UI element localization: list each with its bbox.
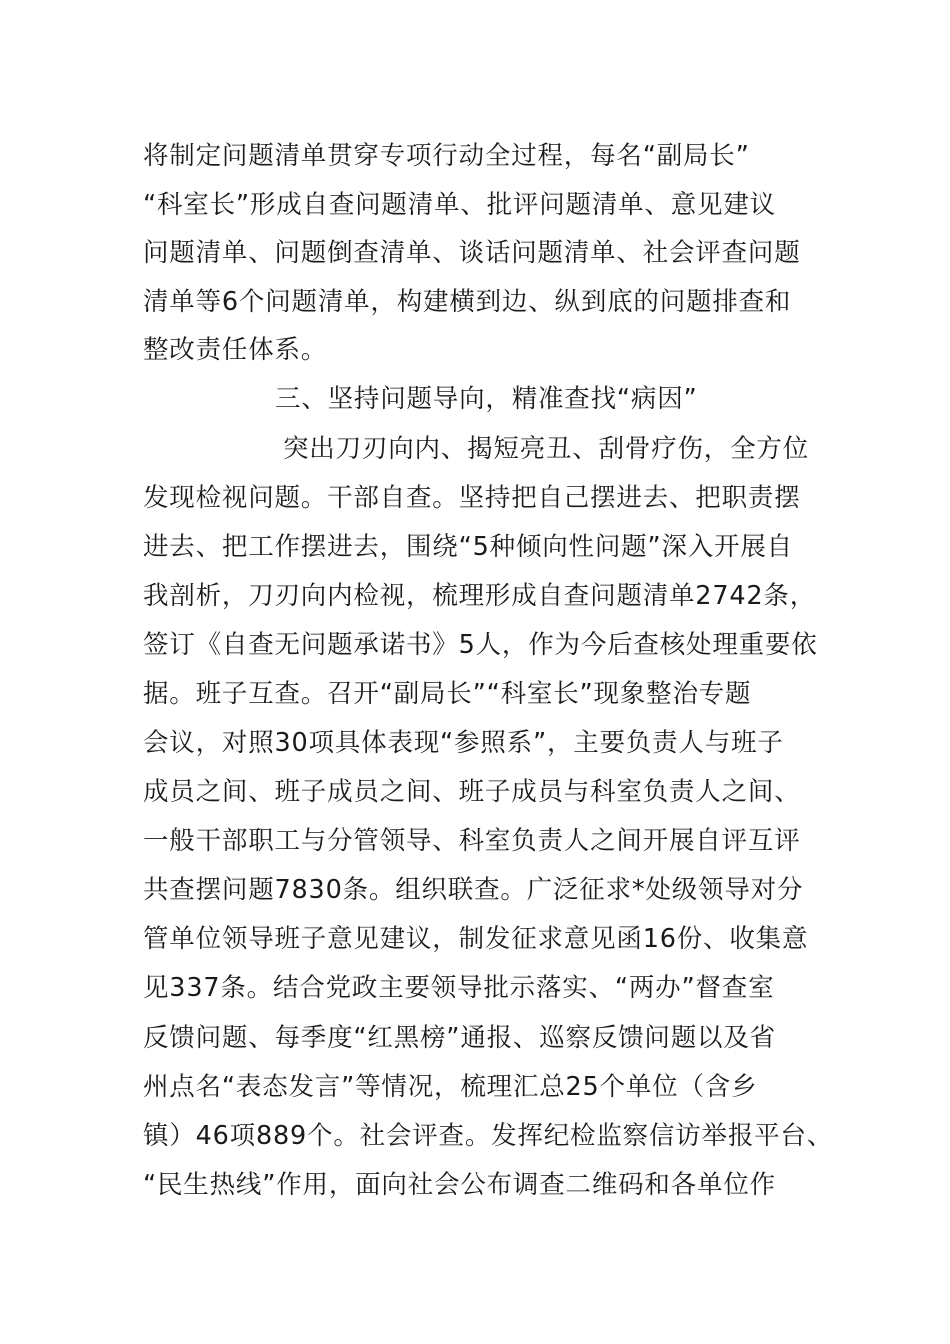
text-line: 据。班子互查。召开“副局长”“科室长”现象整治专题 bbox=[143, 679, 752, 709]
text-line: 清单等6个问题清单，构建横到边、纵到底的问题排查和 bbox=[143, 287, 792, 317]
text-line: 反馈问题、每季度“红黑榜”通报、巡察反馈问题以及省 bbox=[143, 1023, 776, 1053]
text-line: 州点名“表态发言”等情况，梳理汇总25个单位（含乡 bbox=[143, 1072, 758, 1102]
text-line: 问题清单、问题倒查清单、谈话问题清单、社会评查问题 bbox=[143, 238, 801, 268]
text-line: 发现检视问题。干部自查。坚持把自己摆进去、把职责摆 bbox=[143, 483, 801, 513]
text-line: 我剖析，刀刃向内检视，梳理形成自查问题清单2742条， bbox=[143, 581, 816, 611]
text-line: “民生热线”作用，面向社会公布调查二维码和各单位作 bbox=[143, 1170, 776, 1200]
text-line: “科室长”形成自查问题清单、批评问题清单、意见建议 bbox=[143, 190, 776, 220]
section-heading: 三、坚持问题导向，精准查找“病因” bbox=[275, 384, 698, 414]
text-line: 将制定问题清单贯穿专项行动全过程，每名“副局长” bbox=[143, 141, 750, 171]
text-line: 一般干部职工与分管领导、科室负责人之间开展自评互评 bbox=[143, 826, 801, 856]
text-line: 会议，对照30项具体表现“参照系”，主要负责人与班子 bbox=[143, 728, 784, 758]
text-line: 见337条。结合党政主要领导批示落实、“两办”督查室 bbox=[143, 973, 775, 1003]
text-line: 签订《自查无问题承诺书》5人，作为今后查核处理重要依 bbox=[143, 630, 818, 660]
text-line: 整改责任体系。 bbox=[143, 335, 328, 365]
text-line: 镇）46项889个。社会评查。发挥纪检监察信访举报平台、 bbox=[143, 1121, 834, 1151]
paragraph-first-line: 突出刀刃向内、揭短亮丑、刮骨疗伤，全方位 bbox=[283, 434, 810, 464]
text-line: 共查摆问题7830条。组织联查。广泛征求*处级领导对分 bbox=[143, 875, 804, 905]
text-line: 成员之间、班子成员之间、班子成员与科室负责人之间、 bbox=[143, 777, 801, 807]
text-line: 管单位领导班子意见建议，制发征求意见函16份、收集意 bbox=[143, 924, 809, 954]
text-line: 进去、把工作摆进去，围绕“5种倾向性问题”深入开展自 bbox=[143, 532, 793, 562]
